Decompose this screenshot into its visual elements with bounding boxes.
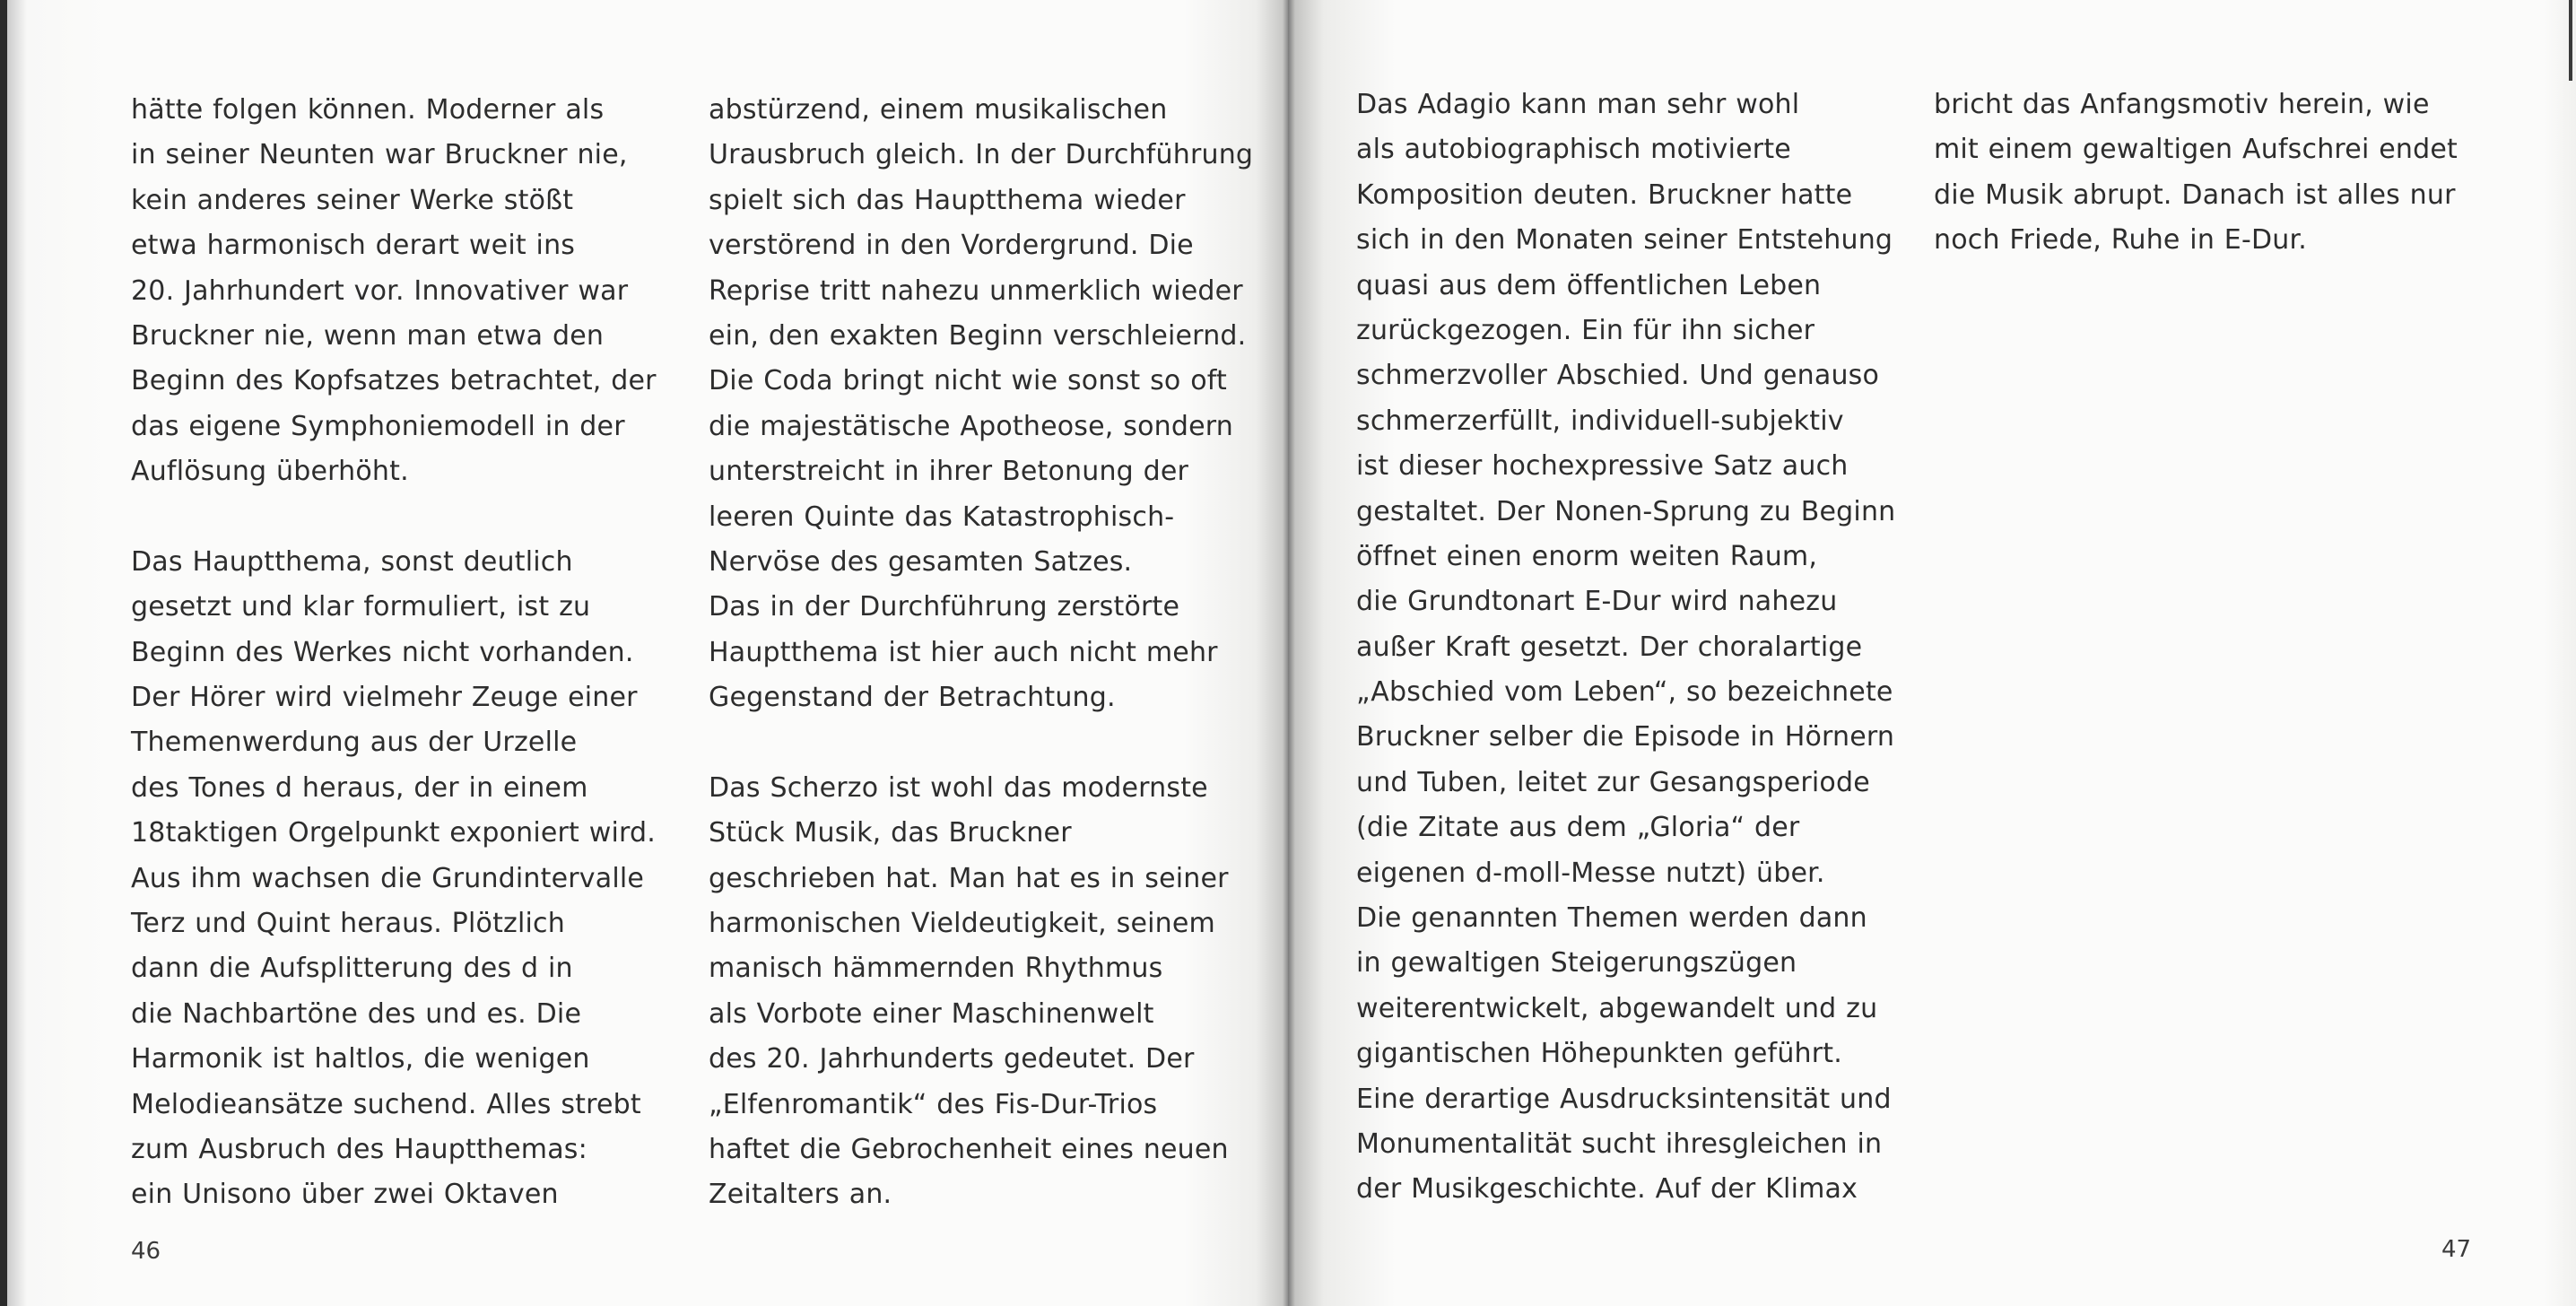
text-line: eigenen d-moll-Messe nutzt) über. [1356, 857, 1825, 889]
text-line: Die Coda bringt nicht wie sonst so oft [709, 365, 1227, 397]
page-number: 46 [131, 1238, 161, 1265]
text-line: die majestätische Apotheose, sondern [709, 410, 1233, 442]
paragraph [709, 88, 1253, 720]
text-line: das eigene Symphoniemodell in der [131, 410, 625, 442]
text-line: sich in den Monaten seiner Entstehung [1356, 224, 1893, 257]
text-line: Terz und Quint heraus. Plötzlich [131, 908, 565, 940]
text-line: 20. Jahrhundert vor. Innovativer war [131, 274, 629, 307]
book-edge-right [2569, 0, 2572, 81]
paragraph [1356, 83, 1895, 1213]
text-line: als Vorbote einer Maschinenwelt [709, 997, 1154, 1030]
text-line: unterstreicht in ihrer Betonung der [709, 456, 1189, 488]
text-line: „Elfenromantik“ des Fis-Dur-Trios [709, 1088, 1158, 1120]
paragraph [709, 766, 1253, 1218]
text-line: spielt sich das Hauptthema wieder [709, 184, 1186, 216]
text-line: Bruckner selber die Episode in Hörnern [1356, 721, 1895, 753]
paragraph-gap [709, 720, 1253, 765]
text-line: schmerzerfüllt, individuell-subjektiv [1356, 405, 1844, 437]
text-line: gestaltet. Der Nonen-Sprung zu Beginn [1356, 495, 1896, 527]
text-line: als autobiographisch motivierte [1356, 134, 1791, 166]
text-line: ein, den exakten Beginn verschleiernd. [709, 319, 1247, 352]
text-line: des Tones d heraus, der in einem [131, 771, 588, 804]
text-line: mit einem gewaltigen Aufschrei endet [1934, 134, 2458, 166]
text-line: Melodieansätze suchend. Alles strebt [131, 1088, 641, 1120]
text-line: (die Zitate aus dem „Gloria“ der [1356, 812, 1800, 844]
text-line: gigantischen Höhepunkten geführt. [1356, 1038, 1842, 1070]
text-line: hätte folgen können. Moderner als [131, 94, 605, 126]
text-line: Das Adagio kann man sehr wohl [1356, 89, 1800, 120]
text-line: Eine derartige Ausdrucksintensität und [1356, 1083, 1892, 1115]
text-line: gesetzt und klar formuliert, ist zu [131, 591, 591, 623]
text-line: verstörend in den Vordergrund. Die [709, 230, 1194, 262]
text-line: der Musikgeschichte. Auf der Klimax [1356, 1173, 1858, 1206]
text-line: leeren Quinte das Katastrophisch- [709, 501, 1175, 533]
text-line: Das in der Durchführung zerstörte [709, 591, 1180, 623]
text-line: zum Ausbruch des Hauptthemas: [131, 1133, 587, 1165]
text-line: schmerzvoller Abschied. Und genauso [1356, 360, 1880, 392]
text-line: Beginn des Werkes nicht vorhanden. [131, 636, 634, 668]
text-line: harmonischen Vieldeutigkeit, seinem [709, 908, 1215, 940]
text-line: Komposition deuten. Bruckner hatte [1356, 178, 1853, 211]
text-line: Die genannten Themen werden dann [1356, 902, 1867, 935]
text-line: Gegenstand der Betrachtung. [709, 682, 1116, 714]
text-line: bricht das Anfangsmotiv herein, wie [1934, 89, 2430, 120]
text-line: außer Kraft gesetzt. Der choralartige [1356, 631, 1863, 663]
paragraph [1934, 83, 2458, 264]
text-line: Das Scherzo ist wohl das modernste [709, 771, 1208, 804]
text-line: Auflösung überhöht. [131, 456, 409, 488]
text-line: abstürzend, einem musikalischen [709, 94, 1168, 126]
text-line: „Abschied vom Leben“, so bezeichnete [1356, 676, 1893, 709]
text-line: quasi aus dem öffentlichen Leben [1356, 269, 1822, 301]
book-edge-left [0, 0, 7, 1306]
text-line: ein Unisono über zwei Oktaven [131, 1179, 559, 1211]
text-line: Monumentalität sucht ihresgleichen in [1356, 1128, 1883, 1160]
text-line: die Nachbartöne des und es. Die [131, 997, 582, 1030]
text-line: 18taktigen Orgelpunkt exponiert wird. [131, 817, 657, 849]
left-page-column-1 [131, 88, 657, 1218]
text-line: Reprise tritt nahezu unmerklich wieder [709, 274, 1243, 307]
right-page-column-1 [1356, 83, 1895, 1213]
text-line: Stück Musik, das Bruckner [709, 817, 1072, 849]
text-line: die Musik abrupt. Danach ist alles nur [1934, 178, 2456, 211]
text-line: Hauptthema ist hier auch nicht mehr [709, 636, 1218, 668]
text-line: Der Hörer wird vielmehr Zeuge einer [131, 682, 638, 714]
text-line: zurückgezogen. Ein für ihn sicher [1356, 314, 1815, 346]
paragraph [131, 540, 657, 1218]
text-line: Zeitalters an. [709, 1179, 892, 1211]
text-line: Das Hauptthema, sonst deutlich [131, 545, 573, 578]
text-line: kein anderes seiner Werke stößt [131, 184, 574, 216]
text-line: Beginn des Kopfsatzes betrachtet, der [131, 365, 657, 397]
text-line: Harmonik ist haltlos, die wenigen [131, 1043, 590, 1075]
text-line: öffnet einen enorm weiten Raum, [1356, 540, 1818, 572]
text-line: Urausbruch gleich. In der Durchführung [709, 139, 1254, 171]
text-line: weiterentwickelt, abgewandelt und zu [1356, 992, 1878, 1024]
text-line: noch Friede, Ruhe in E-Dur. [1934, 224, 2307, 257]
text-line: des 20. Jahrhunderts gedeutet. Der [709, 1043, 1195, 1075]
page-number: 47 [2441, 1236, 2472, 1263]
text-line: haftet die Gebrochenheit eines neuen [709, 1133, 1229, 1165]
text-line: Aus ihm wachsen die Grundintervalle [131, 862, 645, 894]
text-line: geschrieben hat. Man hat es in seiner [709, 862, 1229, 894]
text-line: ist dieser hochexpressive Satz auch [1356, 450, 1849, 483]
text-line: in seiner Neunten war Bruckner nie, [131, 139, 628, 171]
left-page-column-2 [709, 88, 1253, 1218]
text-line: manisch hämmernden Rhythmus [709, 953, 1163, 985]
text-line: in gewaltigen Steigerungszügen [1356, 947, 1797, 980]
text-line: Bruckner nie, wenn man etwa den [131, 319, 605, 352]
paragraph [131, 88, 657, 495]
text-line: und Tuben, leitet zur Gesangsperiode [1356, 766, 1870, 798]
text-line: die Grundtonart E-Dur wird nahezu [1356, 586, 1838, 618]
text-line: Themenwerdung aus der Urzelle [131, 727, 578, 759]
paragraph-gap [131, 495, 657, 540]
text-line: Nervöse des gesamten Satzes. [709, 545, 1133, 578]
text-line: etwa harmonisch derart weit ins [131, 230, 576, 262]
right-page [1288, 0, 2576, 1306]
right-page-column-2 [1934, 83, 2458, 264]
text-line: dann die Aufsplitterung des d in [131, 953, 573, 985]
